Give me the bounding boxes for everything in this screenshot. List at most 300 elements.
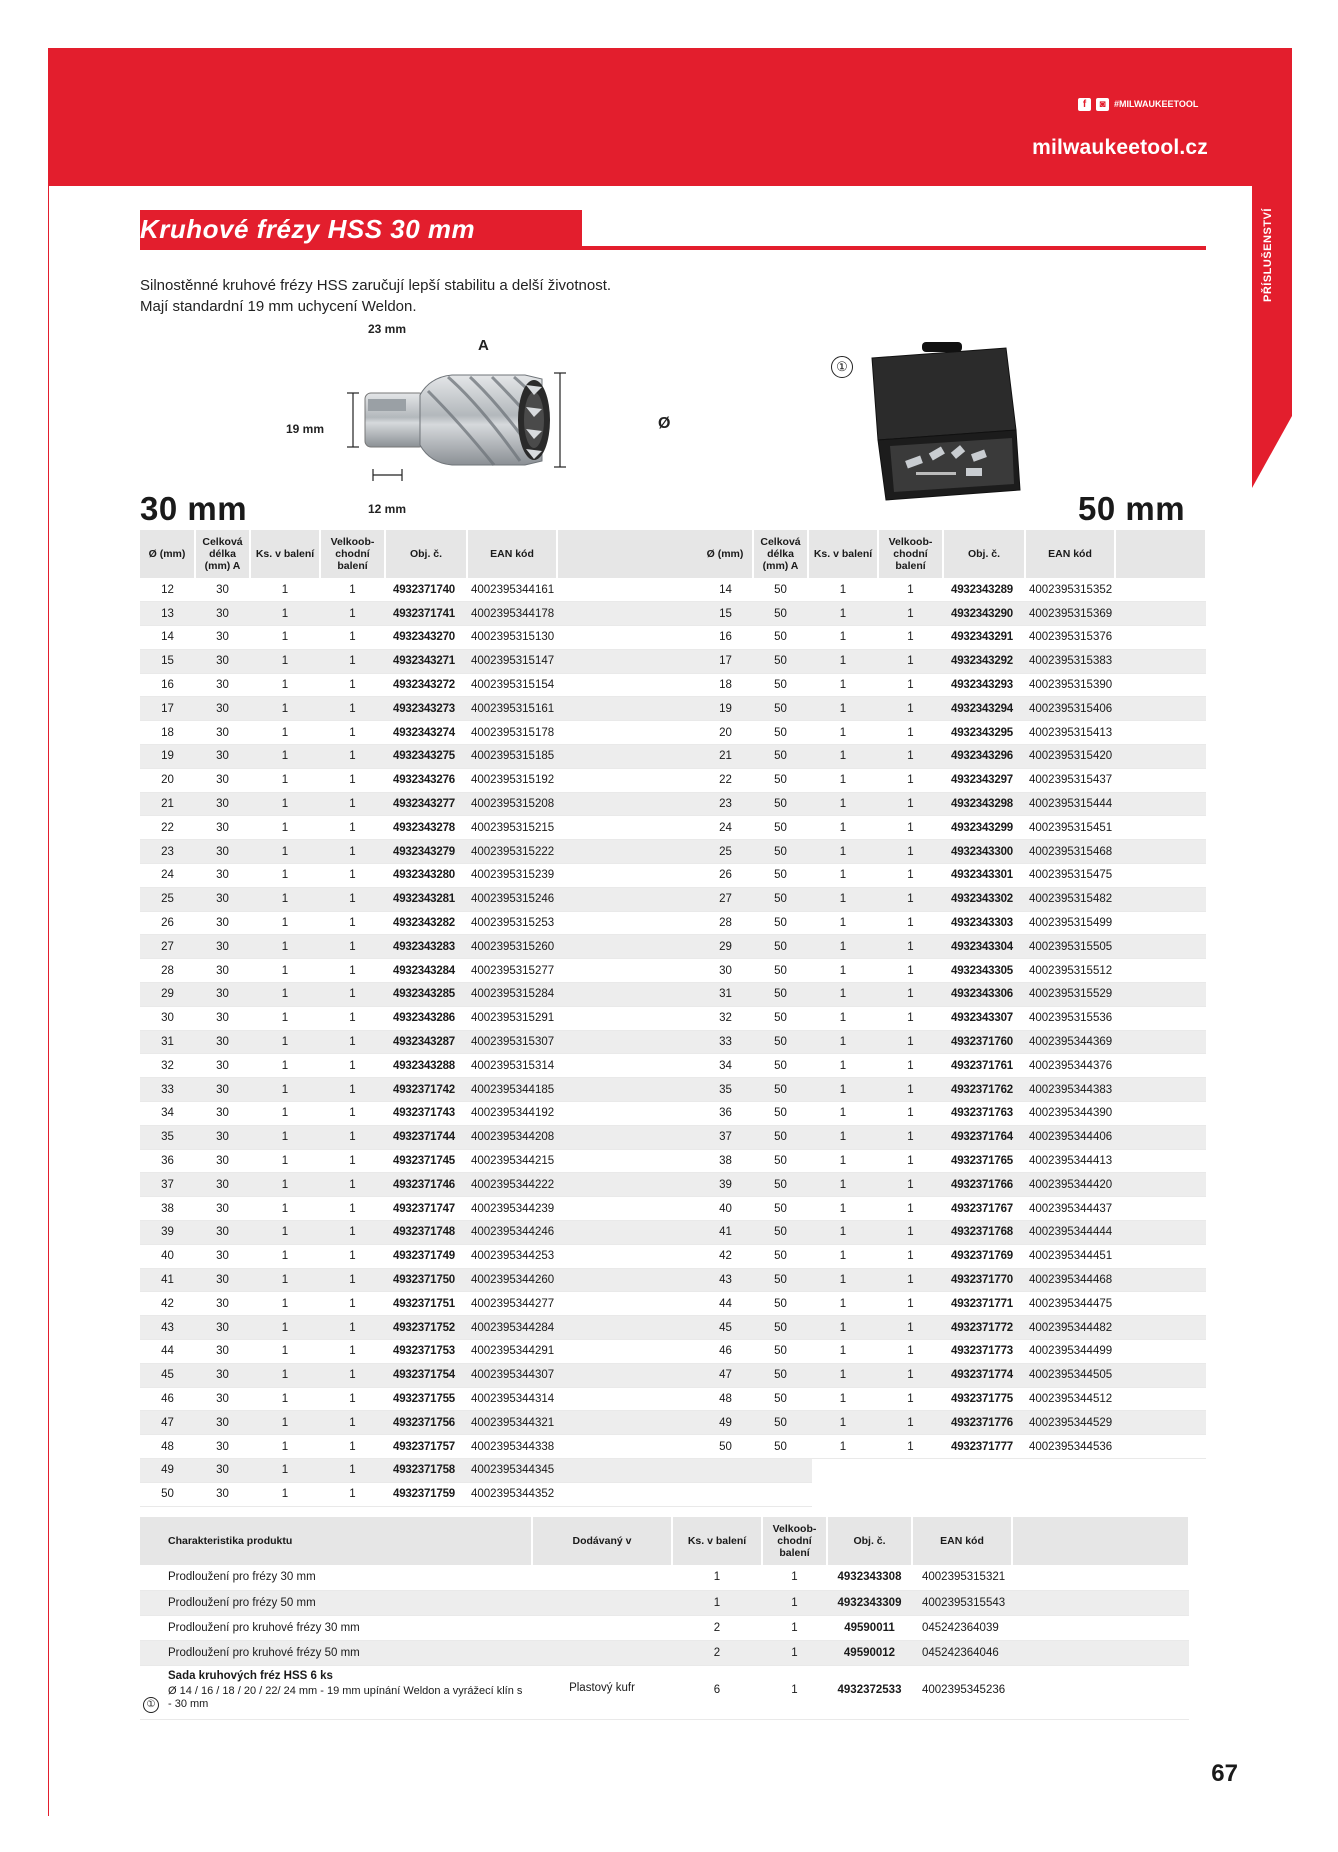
cell-order-no: 4932371764 xyxy=(943,1125,1025,1149)
cell-length: 50 xyxy=(753,792,808,816)
cell-ean: 4002395315536 xyxy=(1025,1006,1115,1030)
page-number: 67 xyxy=(1211,1760,1238,1787)
cell-length: 50 xyxy=(753,626,808,650)
cell-order-no: 4932371758 xyxy=(385,1458,467,1482)
cell-qty: 1 xyxy=(250,602,320,626)
cell-qty: 1 xyxy=(250,578,320,602)
cell-order-no: 4932371750 xyxy=(385,1268,467,1292)
col-header-spacer xyxy=(1115,530,1206,578)
cell-order-no: 4932343291 xyxy=(943,626,1025,650)
cell-qty: 1 xyxy=(808,768,878,792)
cell-bulk: 1 xyxy=(320,864,385,888)
kit-order-no: 4932372533 xyxy=(827,1665,912,1719)
cell-order-no: 4932343278 xyxy=(385,816,467,840)
cell-diameter: 32 xyxy=(698,1006,753,1030)
dim-shank-diameter: 19 mm xyxy=(286,422,325,436)
cell-bulk: 1 xyxy=(878,1102,943,1126)
cell-qty: 1 xyxy=(808,1149,878,1173)
cell-qty: 1 xyxy=(250,1482,320,1506)
cell-order-no: 4932371765 xyxy=(943,1149,1025,1173)
cell-order-no: 4932371767 xyxy=(943,1197,1025,1221)
cell-ean: 4002395315543 xyxy=(912,1590,1012,1615)
col-header-order-no: Obj. č. xyxy=(827,1517,912,1565)
cutter-illustration xyxy=(280,325,680,525)
cell-diameter: 34 xyxy=(698,1054,753,1078)
cell-length: 50 xyxy=(753,1221,808,1245)
cell-ean: 4002395315321 xyxy=(912,1565,1012,1590)
cell-ean: 4002395344345 xyxy=(467,1458,557,1482)
cell-spacer xyxy=(557,1482,812,1506)
cell-order-no: 4932343307 xyxy=(943,1006,1025,1030)
cell-diameter: 33 xyxy=(140,1078,195,1102)
table-row xyxy=(698,840,1206,864)
cell-bulk: 1 xyxy=(320,1006,385,1030)
cell-qty: 1 xyxy=(808,673,878,697)
table-row xyxy=(698,1244,1206,1268)
cell-diameter: 26 xyxy=(698,864,753,888)
cell-qty: 1 xyxy=(808,1078,878,1102)
cell-bulk: 1 xyxy=(878,1149,943,1173)
side-tab-label: PŘÍSLUŠENSTVÍ xyxy=(1262,208,1274,302)
social-hashtag: #MILWAUKEETOOL xyxy=(1114,99,1199,109)
cell-qty: 1 xyxy=(250,840,320,864)
cell-qty: 1 xyxy=(250,1292,320,1316)
cell-order-no: 4932371749 xyxy=(385,1244,467,1268)
cell-qty: 1 xyxy=(808,959,878,983)
intro-line: Mají standardní 19 mm uchycení Weldon. xyxy=(140,298,417,315)
cell-spacer xyxy=(1115,721,1206,745)
cell-qty: 1 xyxy=(808,983,878,1007)
cell-diameter: 36 xyxy=(698,1102,753,1126)
cell-spacer xyxy=(1115,745,1206,769)
cell-order-no: 4932343301 xyxy=(943,864,1025,888)
cell-spacer xyxy=(1115,1054,1206,1078)
cell-order-no: 4932343289 xyxy=(943,578,1025,602)
cell-order-no: 4932343305 xyxy=(943,959,1025,983)
kit-description: Ø 14 / 16 / 18 / 20 / 22/ 24 mm - 19 mm upínání Weldon a vyrážecí klín s - 30 mm xyxy=(168,1684,523,1710)
table-row xyxy=(698,864,1206,888)
table-row xyxy=(140,1615,1189,1640)
cell-diameter: 38 xyxy=(140,1197,195,1221)
table-row xyxy=(698,1292,1206,1316)
cell-length: 30 xyxy=(195,983,250,1007)
cell-length: 30 xyxy=(195,1054,250,1078)
cell-order-no: 4932343281 xyxy=(385,887,467,911)
table-header-row xyxy=(698,530,1206,578)
cell-order-no: 4932343302 xyxy=(943,887,1025,911)
cell-diameter: 25 xyxy=(698,840,753,864)
cell-qty: 1 xyxy=(250,1197,320,1221)
cell-order-no: 4932371755 xyxy=(385,1387,467,1411)
cell-length: 30 xyxy=(195,792,250,816)
cell-length: 30 xyxy=(195,1030,250,1054)
cell-ean: 4002395315390 xyxy=(1025,673,1115,697)
cell-diameter: 23 xyxy=(698,792,753,816)
cell-ean: 4002395344406 xyxy=(1025,1125,1115,1149)
cell-order-no: 4932371757 xyxy=(385,1435,467,1459)
title-banner xyxy=(140,210,582,250)
cell-ean: 4002395344185 xyxy=(467,1078,557,1102)
cell-diameter: 49 xyxy=(698,1411,753,1435)
cell-length: 30 xyxy=(195,935,250,959)
cell-order-no: 4932343270 xyxy=(385,626,467,650)
cell-spacer xyxy=(1115,1244,1206,1268)
cell-qty: 1 xyxy=(250,1149,320,1173)
cell-order-no: 4932371777 xyxy=(943,1435,1025,1459)
cell-ean: 4002395315154 xyxy=(467,673,557,697)
cell-ean: 4002395315369 xyxy=(1025,602,1115,626)
cell-bulk: 1 xyxy=(878,792,943,816)
cell-ean: 4002395315406 xyxy=(1025,697,1115,721)
cell-length: 50 xyxy=(753,768,808,792)
cell-diameter: 40 xyxy=(698,1197,753,1221)
col-header-ean: EAN kód xyxy=(912,1517,1012,1565)
cell-bulk: 1 xyxy=(878,578,943,602)
table-row xyxy=(698,768,1206,792)
cell-spacer xyxy=(1115,1078,1206,1102)
cell-diameter: 39 xyxy=(140,1221,195,1245)
cell-length: 50 xyxy=(753,1316,808,1340)
cell-length: 30 xyxy=(195,1102,250,1126)
cell-diameter: 15 xyxy=(698,602,753,626)
cell-qty: 1 xyxy=(808,1054,878,1078)
col-header-qty: Ks. v balení xyxy=(250,530,320,578)
cell-order-no: 4932343279 xyxy=(385,840,467,864)
cell-bulk: 1 xyxy=(320,578,385,602)
cell-ean: 4002395344178 xyxy=(467,602,557,626)
cell-spacer xyxy=(1115,1268,1206,1292)
cell-qty: 1 xyxy=(808,1340,878,1364)
table-row xyxy=(698,1435,1206,1459)
cell-ean: 4002395344277 xyxy=(467,1292,557,1316)
table-row xyxy=(698,1078,1206,1102)
kit-bulk: 1 xyxy=(762,1665,827,1719)
cutter-diagram xyxy=(280,322,680,525)
cell-bulk: 1 xyxy=(320,959,385,983)
cell-diameter: 27 xyxy=(140,935,195,959)
cell-diameter: 22 xyxy=(698,768,753,792)
cell-length: 50 xyxy=(753,1006,808,1030)
kit-spacer xyxy=(1012,1665,1189,1719)
cell-qty: 1 xyxy=(808,745,878,769)
cell-length: 30 xyxy=(195,1268,250,1292)
cell-length: 30 xyxy=(195,673,250,697)
cell-ean: 4002395315420 xyxy=(1025,745,1115,769)
cell-diameter: 30 xyxy=(140,1006,195,1030)
table-row xyxy=(698,911,1206,935)
cell-diameter: 31 xyxy=(140,1030,195,1054)
cell-order-no: 4932371775 xyxy=(943,1387,1025,1411)
cell-bulk: 1 xyxy=(320,1268,385,1292)
cell-qty: 1 xyxy=(250,1078,320,1102)
cell-bulk: 1 xyxy=(320,626,385,650)
cell-order-no: 4932343293 xyxy=(943,673,1025,697)
cell-length: 50 xyxy=(753,721,808,745)
cell-length: 30 xyxy=(195,1411,250,1435)
cell-bulk: 1 xyxy=(878,745,943,769)
cell-bulk: 1 xyxy=(320,649,385,673)
cell-length: 50 xyxy=(753,887,808,911)
cell-order-no: 4932343273 xyxy=(385,697,467,721)
cell-ean: 4002395315147 xyxy=(467,649,557,673)
cell-ean: 4002395344284 xyxy=(467,1316,557,1340)
cell-order-no: 4932371771 xyxy=(943,1292,1025,1316)
col-header-bulk: Velkoob-chodní balení xyxy=(320,530,385,578)
cell-order-no: 4932343309 xyxy=(827,1590,912,1615)
cell-length: 30 xyxy=(195,1387,250,1411)
cell-bulk: 1 xyxy=(878,1244,943,1268)
page-title: Kruhové frézy HSS 30 mm xyxy=(140,214,476,244)
cell-length: 50 xyxy=(753,697,808,721)
cell-ean: 4002395315215 xyxy=(467,816,557,840)
cell-bulk: 1 xyxy=(762,1615,827,1640)
cell-length: 50 xyxy=(753,1411,808,1435)
cell-spacer xyxy=(1115,1125,1206,1149)
cell-order-no: 4932371774 xyxy=(943,1363,1025,1387)
cell-diameter: 31 xyxy=(698,983,753,1007)
cell-spacer xyxy=(1115,1221,1206,1245)
cell-qty: 1 xyxy=(808,697,878,721)
cell-bulk: 1 xyxy=(878,1435,943,1459)
cell-ean: 4002395315161 xyxy=(467,697,557,721)
kit-product-cell xyxy=(140,1665,532,1719)
cell-ean: 4002395315192 xyxy=(467,768,557,792)
col-header-bulk: Velkoob-chodní balení xyxy=(762,1517,827,1565)
cell-spacer xyxy=(1115,1006,1206,1030)
cell-qty: 1 xyxy=(250,768,320,792)
cell-bulk: 1 xyxy=(320,1387,385,1411)
cell-diameter: 36 xyxy=(140,1149,195,1173)
cell-diameter: 32 xyxy=(140,1054,195,1078)
col-header-supplied: Dodávaný v xyxy=(532,1517,672,1565)
cell-ean: 4002395344444 xyxy=(1025,1221,1115,1245)
cell-ean: 4002395315468 xyxy=(1025,840,1115,864)
cell-spacer xyxy=(1115,1316,1206,1340)
cell-spacer xyxy=(1115,911,1206,935)
cell-bulk: 1 xyxy=(320,1173,385,1197)
cell-bulk: 1 xyxy=(878,697,943,721)
cell-bulk: 1 xyxy=(320,911,385,935)
cell-order-no: 4932343274 xyxy=(385,721,467,745)
cell-order-no: 4932371770 xyxy=(943,1268,1025,1292)
cell-bulk: 1 xyxy=(878,1387,943,1411)
cell-bulk: 1 xyxy=(320,673,385,697)
kit-case-image xyxy=(866,340,1026,505)
cell-length: 50 xyxy=(753,911,808,935)
cell-length: 30 xyxy=(195,602,250,626)
cell-qty: 1 xyxy=(808,1411,878,1435)
cell-qty: 1 xyxy=(808,1244,878,1268)
facebook-icon[interactable]: f xyxy=(1078,98,1091,111)
cell-qty: 1 xyxy=(808,887,878,911)
cell-length: 30 xyxy=(195,1316,250,1340)
cell-ean: 4002395315499 xyxy=(1025,911,1115,935)
cell-ean: 4002395344390 xyxy=(1025,1102,1115,1126)
cell-bulk: 1 xyxy=(878,602,943,626)
cell-length: 50 xyxy=(753,1340,808,1364)
cell-order-no: 4932343286 xyxy=(385,1006,467,1030)
cell-diameter: 49 xyxy=(140,1458,195,1482)
cell-supplied xyxy=(532,1615,672,1640)
table-row xyxy=(698,935,1206,959)
cell-diameter: 43 xyxy=(140,1316,195,1340)
col-header-ean: EAN kód xyxy=(467,530,557,578)
cell-length: 50 xyxy=(753,1268,808,1292)
cell-ean: 4002395315178 xyxy=(467,721,557,745)
cell-bulk: 1 xyxy=(320,1292,385,1316)
cell-order-no: 4932371769 xyxy=(943,1244,1025,1268)
cell-ean: 4002395344475 xyxy=(1025,1292,1115,1316)
cell-diameter: 30 xyxy=(698,959,753,983)
cell-qty: 1 xyxy=(250,887,320,911)
cell-spacer xyxy=(1012,1615,1189,1640)
cell-spacer xyxy=(1115,697,1206,721)
cell-ean: 4002395344321 xyxy=(467,1411,557,1435)
cell-ean: 4002395315291 xyxy=(467,1006,557,1030)
cell-bulk: 1 xyxy=(320,1030,385,1054)
table-row xyxy=(698,673,1206,697)
cell-diameter: 43 xyxy=(698,1268,753,1292)
cell-qty: 1 xyxy=(808,1387,878,1411)
cell-spacer xyxy=(1115,602,1206,626)
cell-bulk: 1 xyxy=(878,1292,943,1316)
cell-diameter: 19 xyxy=(698,697,753,721)
cell-supplied xyxy=(532,1640,672,1665)
cell-diameter: 28 xyxy=(140,959,195,983)
cell-order-no: 4932343303 xyxy=(943,911,1025,935)
cell-diameter: 20 xyxy=(140,768,195,792)
cell-order-no: 4932371766 xyxy=(943,1173,1025,1197)
instagram-icon[interactable]: ◙ xyxy=(1096,98,1109,111)
website-url[interactable]: milwaukeetool.cz xyxy=(1032,136,1208,159)
table-row xyxy=(698,959,1206,983)
cell-length: 50 xyxy=(753,1173,808,1197)
cell-product: Prodloužení pro kruhové frézy 50 mm xyxy=(140,1640,532,1665)
cell-diameter: 50 xyxy=(140,1482,195,1506)
cell-spacer xyxy=(557,1458,812,1482)
cell-length: 50 xyxy=(753,816,808,840)
cell-bulk: 1 xyxy=(320,1316,385,1340)
cell-order-no: 4932371759 xyxy=(385,1482,467,1506)
table-row xyxy=(698,1125,1206,1149)
cell-qty: 1 xyxy=(808,1316,878,1340)
cell-bulk: 1 xyxy=(878,1221,943,1245)
cell-qty: 2 xyxy=(672,1640,762,1665)
cell-diameter: 37 xyxy=(140,1173,195,1197)
cell-qty: 1 xyxy=(250,1435,320,1459)
cell-qty: 1 xyxy=(808,1292,878,1316)
table-row xyxy=(698,887,1206,911)
cell-qty: 1 xyxy=(808,626,878,650)
cell-order-no: 4932371745 xyxy=(385,1149,467,1173)
cell-length: 50 xyxy=(753,1102,808,1126)
cell-qty: 1 xyxy=(808,649,878,673)
title-rule xyxy=(582,246,1206,250)
cell-ean: 4002395344437 xyxy=(1025,1197,1115,1221)
cell-ean: 4002395344208 xyxy=(467,1125,557,1149)
table-row xyxy=(698,1030,1206,1054)
cell-diameter: 15 xyxy=(140,649,195,673)
cell-diameter: 29 xyxy=(140,983,195,1007)
table-row xyxy=(140,1590,1189,1615)
cell-qty: 1 xyxy=(250,816,320,840)
cell-qty: 1 xyxy=(250,959,320,983)
cell-qty: 1 xyxy=(250,1006,320,1030)
cell-order-no: 4932343304 xyxy=(943,935,1025,959)
table-row xyxy=(698,602,1206,626)
cell-length: 30 xyxy=(195,1292,250,1316)
cell-bulk: 1 xyxy=(878,816,943,840)
cell-qty: 1 xyxy=(672,1590,762,1615)
cell-ean: 4002395315451 xyxy=(1025,816,1115,840)
cell-bulk: 1 xyxy=(878,1054,943,1078)
cell-bulk: 1 xyxy=(320,1054,385,1078)
cell-length: 50 xyxy=(753,673,808,697)
dim-diameter: Ø xyxy=(658,415,671,432)
cell-length: 50 xyxy=(753,983,808,1007)
cell-ean: 4002395315437 xyxy=(1025,768,1115,792)
cell-diameter: 25 xyxy=(140,887,195,911)
cell-diameter: 24 xyxy=(698,816,753,840)
cell-bulk: 1 xyxy=(878,673,943,697)
cell-qty: 1 xyxy=(672,1565,762,1590)
cell-spacer xyxy=(1115,864,1206,888)
cell-spacer xyxy=(1115,1435,1206,1459)
table-row xyxy=(698,792,1206,816)
cell-diameter: 21 xyxy=(140,792,195,816)
cell-diameter: 35 xyxy=(140,1125,195,1149)
cell-diameter: 45 xyxy=(698,1316,753,1340)
cell-order-no: 4932371742 xyxy=(385,1078,467,1102)
cell-length: 30 xyxy=(195,1078,250,1102)
cell-qty: 1 xyxy=(250,1102,320,1126)
cell-diameter: 48 xyxy=(698,1387,753,1411)
cell-ean: 4002395344239 xyxy=(467,1197,557,1221)
cell-bulk: 1 xyxy=(320,887,385,911)
cell-bulk: 1 xyxy=(878,935,943,959)
cell-diameter: 29 xyxy=(698,935,753,959)
table-row xyxy=(698,1149,1206,1173)
table-row xyxy=(698,1173,1206,1197)
cell-spacer xyxy=(1115,1197,1206,1221)
cell-qty: 1 xyxy=(250,1244,320,1268)
cell-bulk: 1 xyxy=(878,887,943,911)
cell-spacer xyxy=(1115,649,1206,673)
cell-length: 30 xyxy=(195,768,250,792)
table-row xyxy=(698,697,1206,721)
cell-bulk: 1 xyxy=(320,1078,385,1102)
cell-diameter: 46 xyxy=(140,1387,195,1411)
cell-diameter: 42 xyxy=(698,1244,753,1268)
cell-spacer xyxy=(1115,816,1206,840)
cell-ean: 4002395344161 xyxy=(467,578,557,602)
cell-bulk: 1 xyxy=(320,1197,385,1221)
cell-spacer xyxy=(1115,840,1206,864)
cell-diameter: 45 xyxy=(140,1363,195,1387)
cell-order-no: 4932343277 xyxy=(385,792,467,816)
table-row xyxy=(140,1640,1189,1665)
cell-bulk: 1 xyxy=(878,649,943,673)
cell-ean: 4002395344246 xyxy=(467,1221,557,1245)
cell-bulk: 1 xyxy=(320,1435,385,1459)
cell-length: 50 xyxy=(753,1387,808,1411)
cell-diameter: 18 xyxy=(140,721,195,745)
cell-order-no: 4932343288 xyxy=(385,1054,467,1078)
cell-ean: 4002395344215 xyxy=(467,1149,557,1173)
cell-diameter: 14 xyxy=(698,578,753,602)
cell-diameter: 24 xyxy=(140,864,195,888)
cell-ean: 045242364046 xyxy=(912,1640,1012,1665)
